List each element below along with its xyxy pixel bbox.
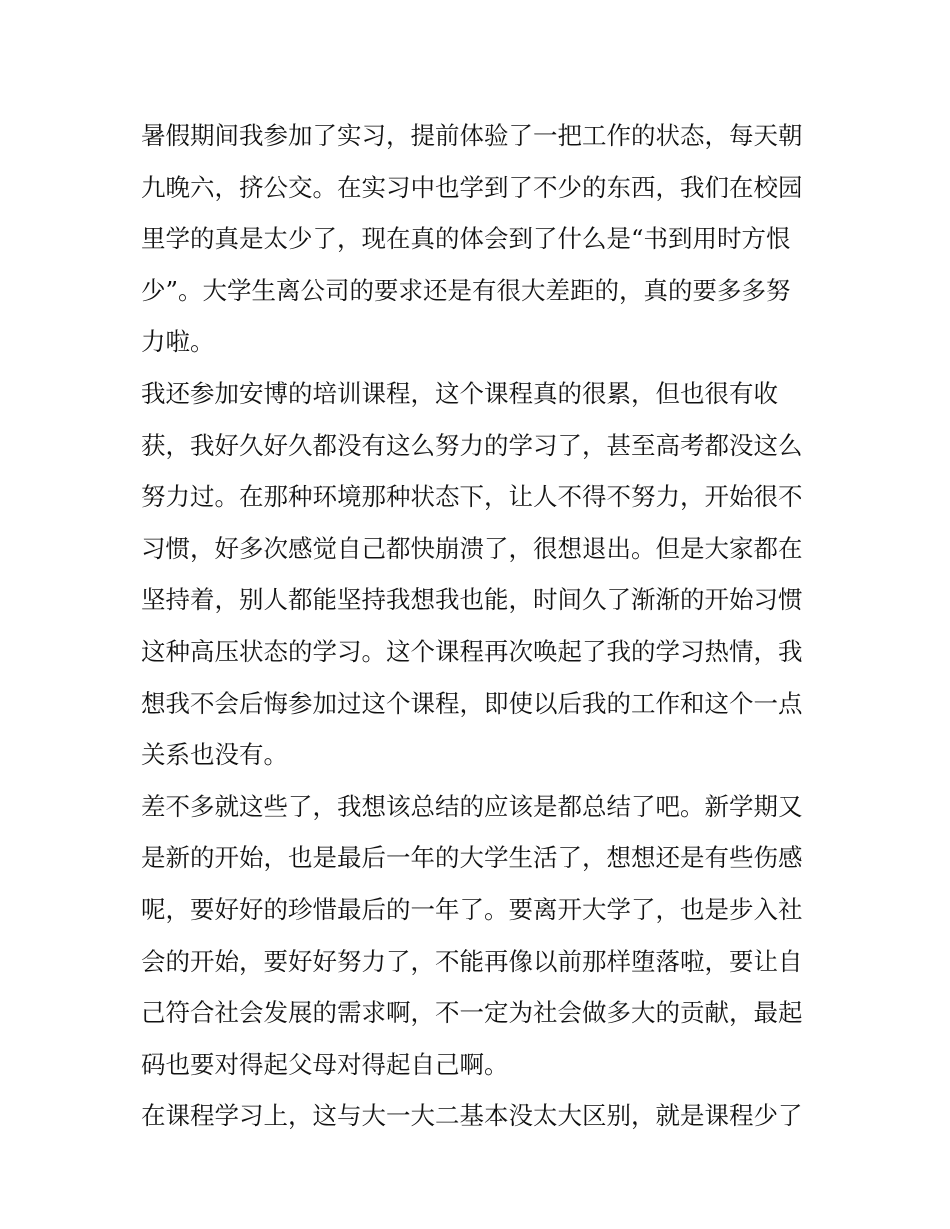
text-line: 想我不会后悔参加过这个课程，即使以后我的工作和这个一点 [141,688,803,718]
text-line: 力啦。 [141,327,215,357]
text-line: 会的开始，要好好努力了，不能再像以前那样堕落啦，要让自 [141,946,803,976]
document-body [141,110,817,1142]
text-line: 获，我好久好久都没有这么努力的学习了，甚至高考都没这么 [141,430,803,460]
text-line: 在课程学习上，这与大一大二基本没太大区别，就是课程少了 [141,1101,803,1131]
text-line: 关系也没有。 [141,740,288,770]
text-line: 呢，要好好的珍惜最后的一年了。要离开大学了，也是步入社 [141,894,803,924]
text-line: 码也要对得起父母对得起自己啊。 [141,1049,509,1079]
text-line: 里学的真是太少了，现在真的体会到了什么是“书到用时方恨 [141,224,791,254]
text-line: 差不多就这些了，我想该总结的应该是都总结了吧。新学期又 [141,791,803,821]
text-line: 我还参加安博的培训课程，这个课程真的很累，但也很有收 [141,378,778,408]
text-line: 努力过。在那种环境那种状态下，让人不得不努力，开始很不 [141,482,803,512]
text-line: 己符合社会发展的需求啊，不一定为社会做多大的贡献，最起 [141,998,803,1028]
text-line: 少”。大学生离公司的要求还是有很大差距的，真的要多多努 [141,275,791,305]
text-line: 暑假期间我参加了实习，提前体验了一把工作的状态，每天朝 [141,121,803,150]
text-line: 九晚六，挤公交。在实习中也学到了不少的东西，我们在校园 [141,172,803,202]
text-line: 这种高压状态的学习。这个课程再次唤起了我的学习热情，我 [141,636,803,666]
text-line: 是新的开始，也是最后一年的大学生活了，想想还是有些伤感 [141,843,803,873]
text-line: 习惯，好多次感觉自己都快崩溃了，很想退出。但是大家都在 [141,533,803,563]
text-line: 坚持着，别人都能坚持我想我也能，时间久了渐渐的开始习惯 [141,585,803,615]
